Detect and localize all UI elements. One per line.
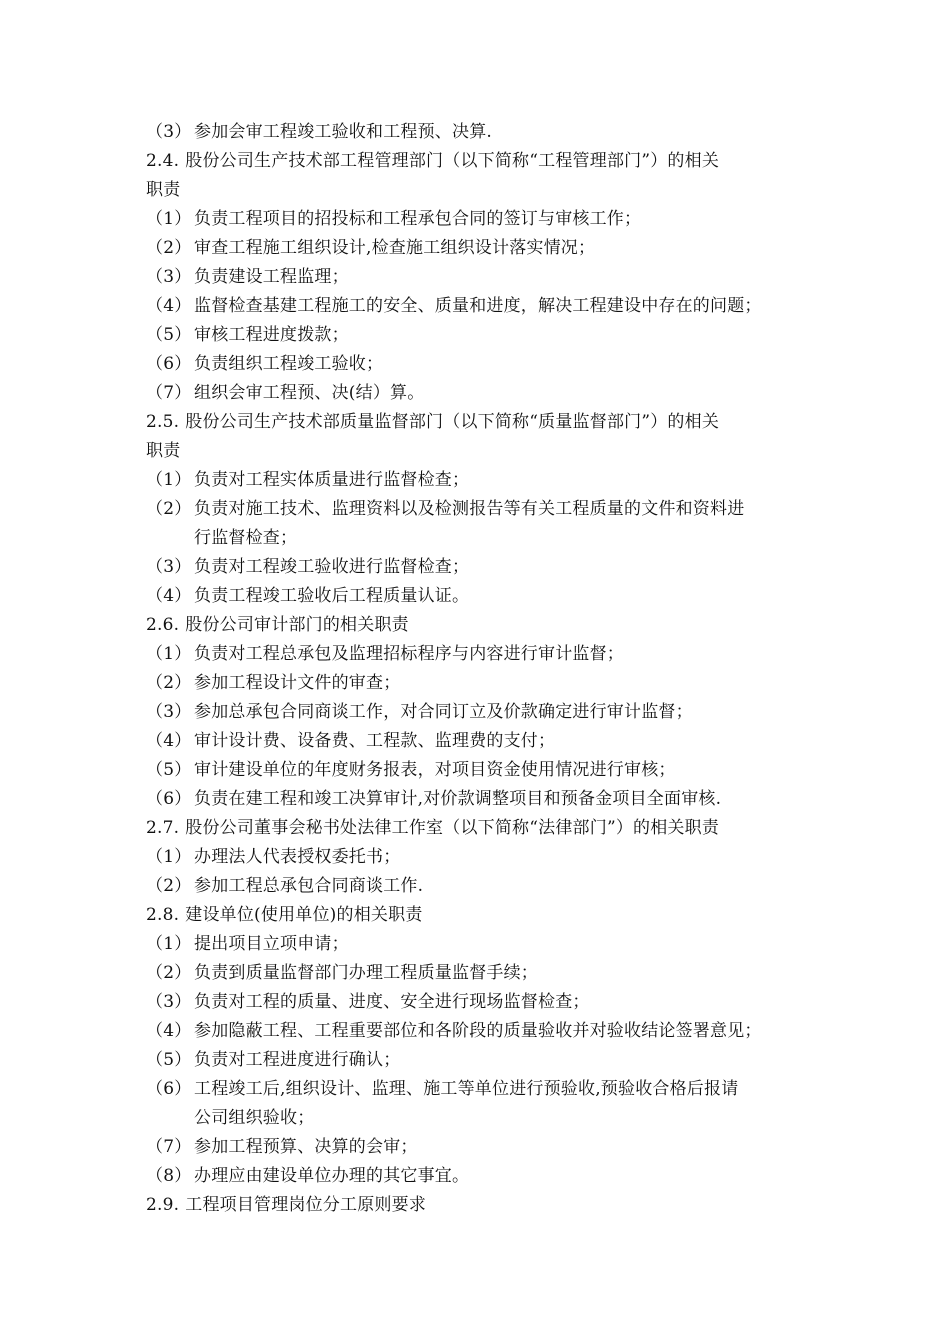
item-number: （7） — [146, 1137, 192, 1157]
item-text: 参加总承包合同商谈工作，对合同订立及价款确定进行审计监督； — [194, 702, 693, 722]
item-text: 负责建设工程监理； — [194, 267, 349, 287]
item-number: （3） — [146, 702, 192, 722]
list-item — [146, 263, 826, 292]
item-number: （6） — [146, 789, 192, 809]
item-text: 负责对工程竣工验收进行监督检查； — [194, 557, 470, 577]
list-item-continued: 行监督检查； — [194, 528, 298, 548]
section-title: 股份公司董事会秘书处法律工作室（以下简称“法律部门”）的相关职责 — [185, 818, 720, 838]
list-item — [146, 292, 826, 321]
item-number: （2） — [146, 963, 192, 983]
list-item — [146, 843, 826, 872]
item-number: （6） — [146, 354, 192, 374]
section-heading-2-9 — [146, 1191, 826, 1220]
section-number: 2.6. — [146, 615, 180, 635]
list-item — [146, 669, 826, 698]
item-number: （6） — [146, 1079, 192, 1099]
item-text: 参加隐蔽工程、工程重要部位和各阶段的质量验收并对验收结论签署意见； — [194, 1021, 762, 1041]
section-number: 2.7. — [146, 818, 180, 838]
item-number: （1） — [146, 209, 192, 229]
section-heading-2-5 — [146, 408, 826, 437]
item-text: 参加工程设计文件的审查； — [194, 673, 401, 693]
list-item — [146, 553, 826, 582]
item-number: （8） — [146, 1166, 192, 1186]
item-text: 参加会审工程竣工验收和工程预、决算. — [194, 122, 493, 142]
section-title: 建设单位(使用单位)的相关职责 — [185, 905, 423, 925]
list-item — [146, 350, 826, 379]
item-text: 负责对工程实体质量进行监督检查； — [194, 470, 470, 490]
section-heading-2-4 — [146, 147, 826, 176]
item-number: （2） — [146, 673, 192, 693]
section-title-continued: 职责 — [146, 441, 181, 461]
section-title-continued: 职责 — [146, 180, 181, 200]
item-text: 负责对工程总承包及监理招标程序与内容进行审计监督； — [194, 644, 624, 664]
item-text: 办理法人代表授权委托书； — [194, 847, 401, 867]
item-text: 组织会审工程预、决(结）算。 — [194, 383, 425, 403]
section-title: 股份公司生产技术部工程管理部门（以下简称“工程管理部门”）的相关 — [185, 151, 720, 171]
item-text: 负责在建工程和竣工决算审计,对价款调整项目和预备金项目全面审核. — [194, 789, 722, 809]
list-item — [146, 930, 826, 959]
item-text: 负责对工程的质量、进度、安全进行现场监督检查； — [194, 992, 590, 1012]
item-text: 审查工程施工组织设计,检查施工组织设计落实情况； — [194, 238, 596, 258]
item-number: （3） — [146, 992, 192, 1012]
section-number: 2.4. — [146, 151, 180, 171]
list-item — [146, 785, 826, 814]
item-number: （1） — [146, 470, 192, 490]
section-number: 2.8. — [146, 905, 180, 925]
list-item — [146, 582, 826, 611]
item-number: （1） — [146, 847, 192, 867]
item-number: （3） — [146, 267, 192, 287]
item-text: 负责工程竣工验收后工程质量认证。 — [194, 586, 470, 606]
item-number: （4） — [146, 731, 192, 751]
item-text: 工程竣工后,组织设计、监理、施工等单位进行预验收,预验收合格后报请 — [194, 1079, 739, 1099]
item-text: 参加工程总承包合同商谈工作. — [194, 876, 424, 896]
list-item — [146, 1075, 826, 1104]
list-item — [146, 1162, 826, 1191]
item-text: 办理应由建设单位办理的其它事宜。 — [194, 1166, 470, 1186]
item-text: 负责组织工程竣工验收； — [194, 354, 384, 374]
list-item — [146, 321, 826, 350]
list-item — [146, 379, 826, 408]
item-text: 负责工程项目的招投标和工程承包合同的签订与审核工作； — [194, 209, 642, 229]
list-item-continued: 公司组织验收； — [194, 1108, 315, 1128]
list-item — [146, 466, 826, 495]
item-number: （7） — [146, 383, 192, 403]
list-item — [146, 205, 826, 234]
section-title: 股份公司审计部门的相关职责 — [185, 615, 409, 635]
list-item — [146, 118, 826, 147]
item-text: 审计建设单位的年度财务报表，对项目资金使用情况进行审核； — [194, 760, 676, 780]
item-number: （1） — [146, 934, 192, 954]
item-number: （5） — [146, 325, 192, 345]
item-text: 审核工程进度拨款； — [194, 325, 349, 345]
item-number: （5） — [146, 1050, 192, 1070]
list-item — [146, 1133, 826, 1162]
list-item — [146, 959, 826, 988]
item-text: 负责到质量监督部门办理工程质量监督手续； — [194, 963, 538, 983]
item-text: 负责对工程进度进行确认； — [194, 1050, 401, 1070]
item-text: 监督检查基建工程施工的安全、质量和进度，解决工程建设中存在的问题； — [194, 296, 762, 316]
item-number: （2） — [146, 499, 192, 519]
item-number: （4） — [146, 296, 192, 316]
list-item — [146, 872, 826, 901]
item-number: （1） — [146, 644, 192, 664]
item-text: 审计设计费、设备费、工程款、监理费的支付； — [194, 731, 556, 751]
document-body — [146, 118, 826, 1220]
list-item — [146, 988, 826, 1017]
list-item — [146, 756, 826, 785]
item-text: 提出项目立项申请； — [194, 934, 349, 954]
item-number: （4） — [146, 1021, 192, 1041]
section-heading-2-7 — [146, 814, 826, 843]
list-item — [146, 234, 826, 263]
item-number: （4） — [146, 586, 192, 606]
list-item — [146, 495, 826, 524]
item-number: （5） — [146, 760, 192, 780]
item-number: （2） — [146, 876, 192, 896]
item-number: （2） — [146, 238, 192, 258]
list-item — [146, 698, 826, 727]
list-item — [146, 1046, 826, 1075]
item-text: 负责对施工技术、监理资料以及检测报告等有关工程质量的文件和资料进 — [194, 499, 745, 519]
section-number: 2.9. — [146, 1195, 180, 1215]
section-title: 股份公司生产技术部质量监督部门（以下简称“质量监督部门”）的相关 — [185, 412, 720, 432]
section-heading-2-6 — [146, 611, 826, 640]
section-heading-2-8 — [146, 901, 826, 930]
item-text: 参加工程预算、决算的会审； — [194, 1137, 418, 1157]
list-item — [146, 640, 826, 669]
item-number: （3） — [146, 122, 192, 142]
list-item — [146, 1017, 826, 1046]
section-title: 工程项目管理岗位分工原则要求 — [185, 1195, 427, 1215]
list-item — [146, 727, 826, 756]
section-number: 2.5. — [146, 412, 180, 432]
item-number: （3） — [146, 557, 192, 577]
